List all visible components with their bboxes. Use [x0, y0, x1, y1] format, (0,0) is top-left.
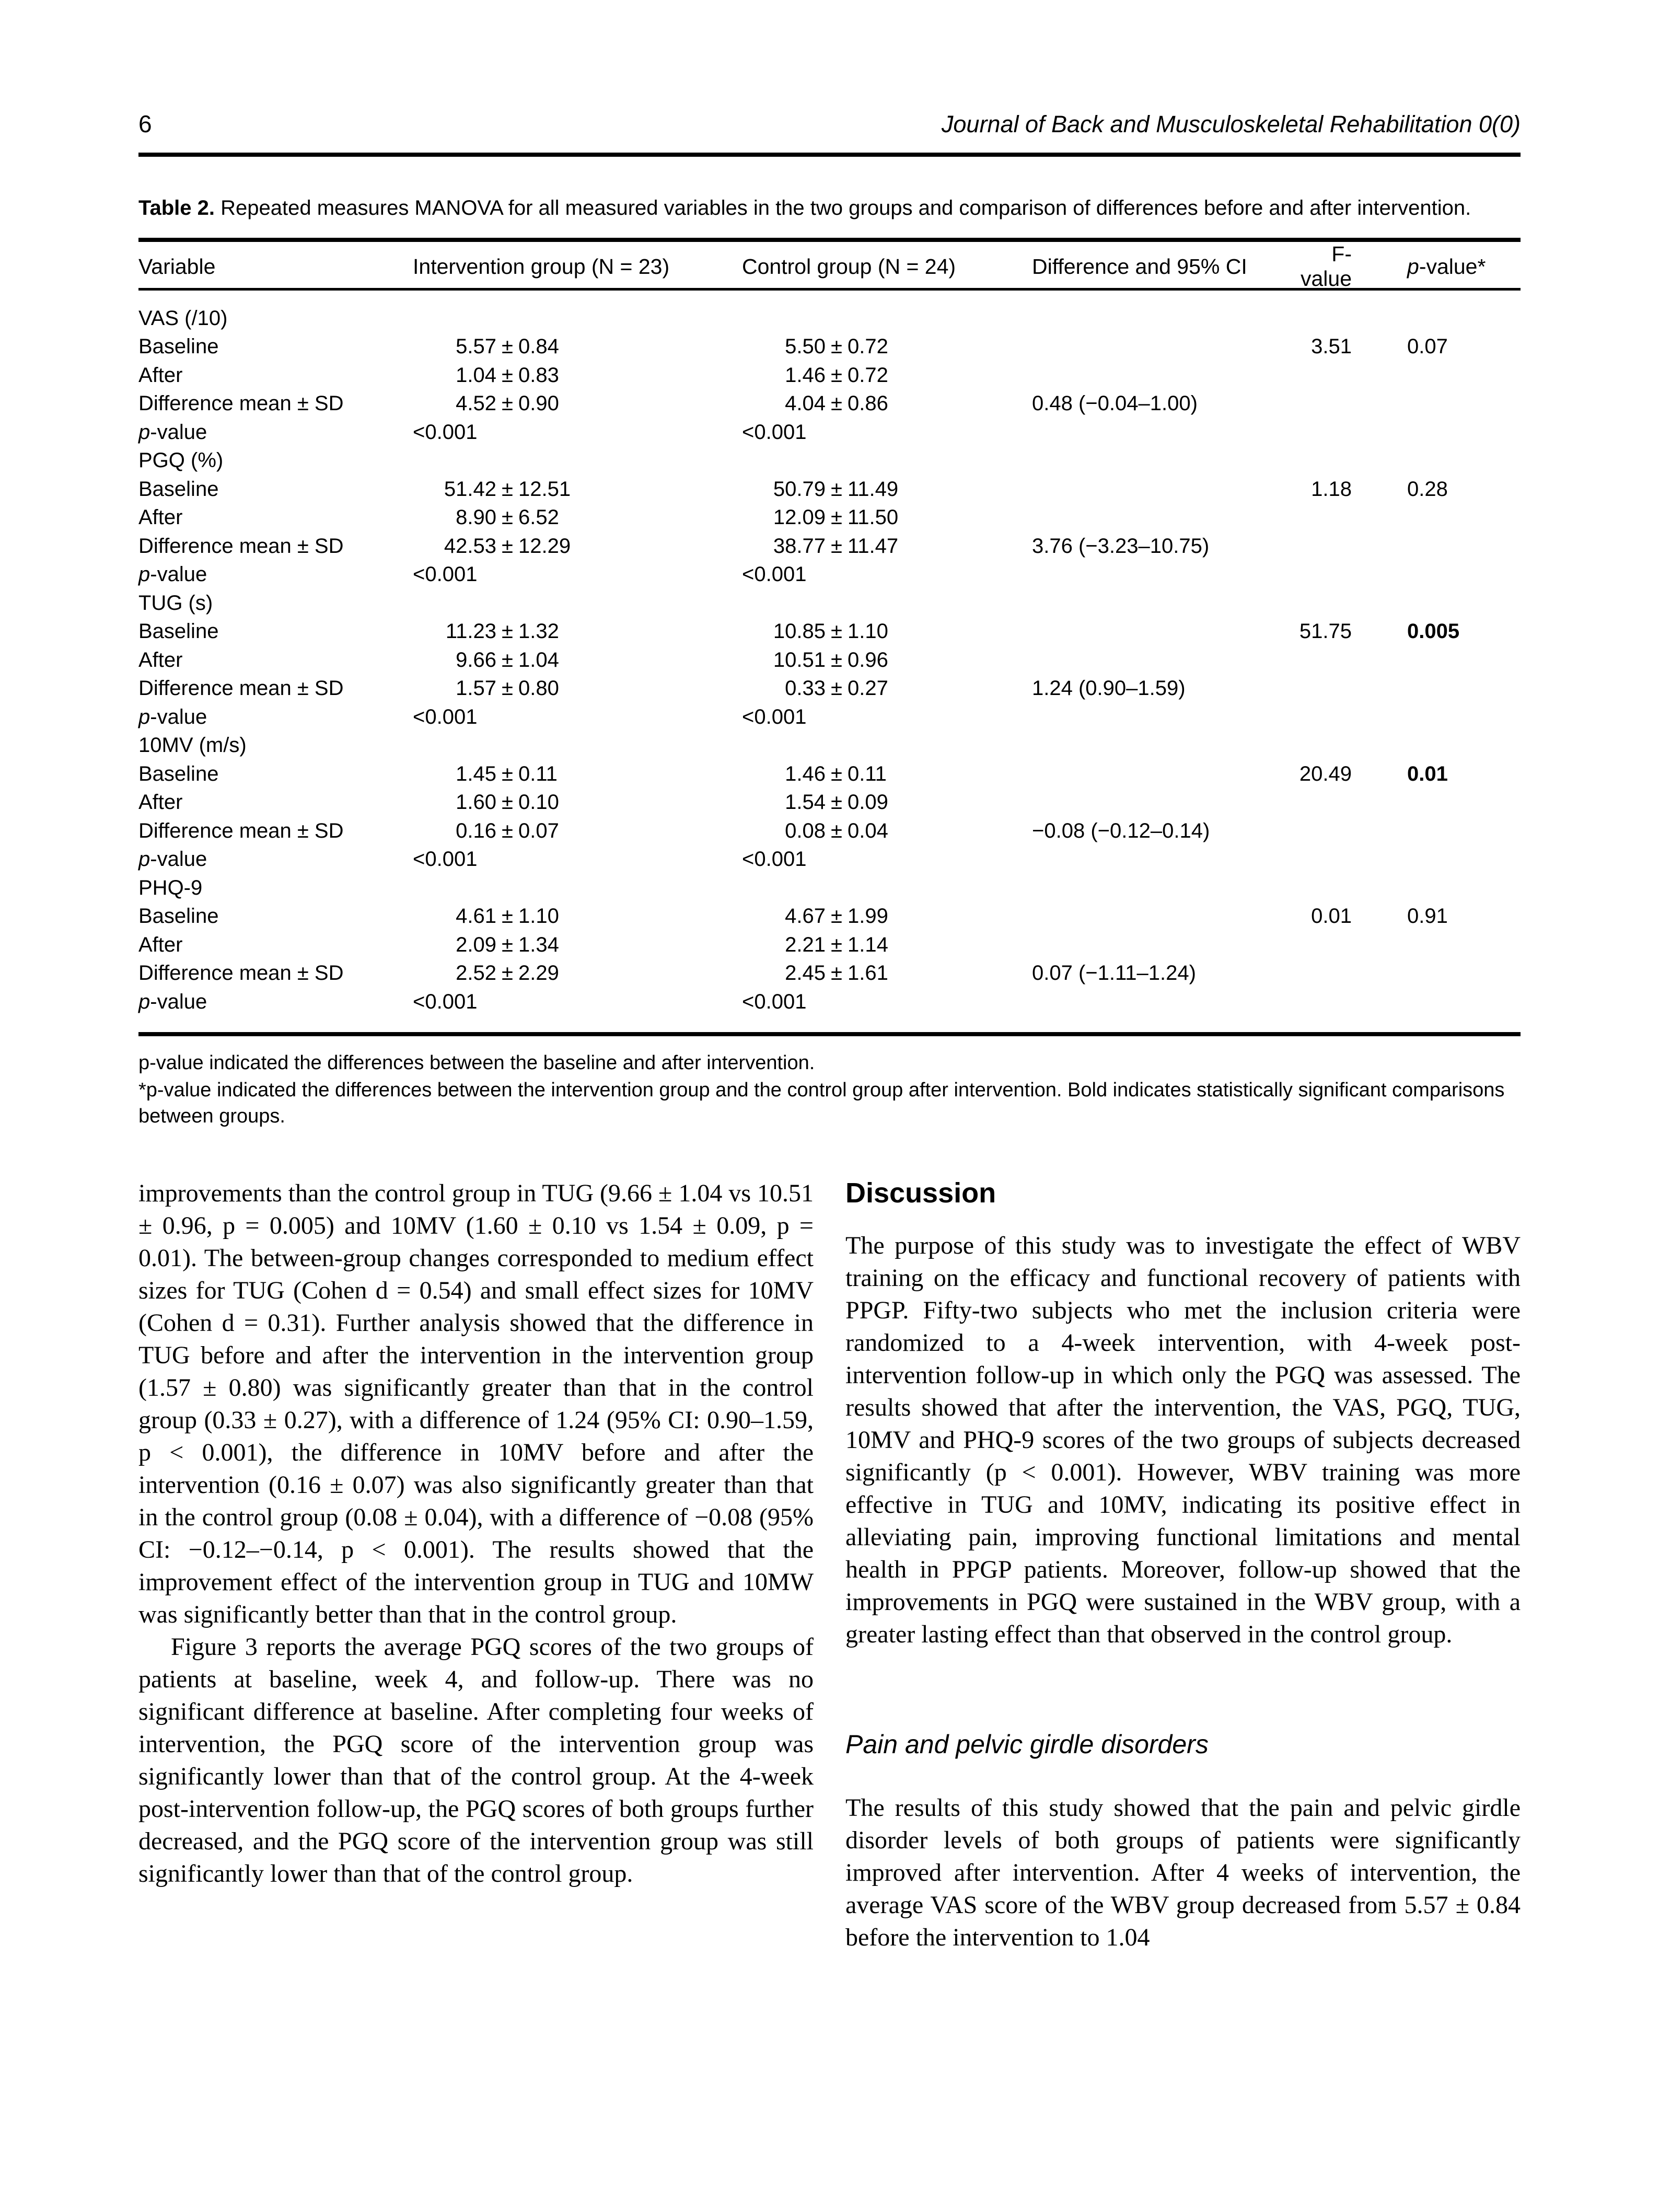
table-row: [138, 902, 1521, 931]
paragraph: improvements than the control group in TUG (9.66 ± 1.04 vs 10.51 ± 0.96, p = 0.005) and 10MV (1.60 ± 0.10 vs 1.54 ± 0.09, p = 0.01). The between-group changes corresponded to medium effect sizes for TUG (Cohen d = 0.54) and small effect sizes for 10MV (Cohen d = 0.31). Further analysis showed that the difference in TUG before and after the intervention in the intervention group (1.57 ± 0.80) was significantly greater than that in the control group (0.33 ± 0.27), with a difference of 1.24 (95% CI: 0.90–1.59, p < 0.001), the difference in 10MV before and after the intervention (0.16 ± 0.07) was also significantly greater than that in the control group (0.08 ± 0.04), with a difference of −0.08 (95% CI: −0.12–−0.14, p < 0.001). The results showed that the improvement effect of the intervention group in TUG and 10MW was significantly better than that in the control group.: [138, 1179, 814, 1628]
value-mean: 1.54: [785, 791, 826, 814]
cell-difference: 1.24 (0.90–1.59): [1032, 677, 1186, 700]
table-row: [138, 703, 1521, 732]
cell-variable: Baseline: [138, 335, 219, 358]
cell-intervention: [413, 962, 742, 985]
table-row: [138, 760, 1521, 789]
col-header-fvalue: F-value: [1300, 242, 1352, 291]
value-mean: 38.77: [773, 534, 826, 558]
value-sd: 12.51: [518, 477, 571, 501]
cell-variable: p-value: [138, 705, 207, 728]
plus-minus: ±: [502, 819, 513, 842]
cell-variable: p-value: [138, 848, 207, 871]
table-row: [138, 959, 1521, 988]
cell-control: [742, 791, 1032, 814]
cell-fvalue: 0.01: [1311, 905, 1352, 928]
cell-control: [742, 478, 1032, 501]
plus-minus: ±: [831, 762, 842, 785]
table-body: [138, 291, 1521, 1032]
value-sd: 1.10: [518, 905, 559, 928]
value-mean: 12.09: [773, 506, 826, 529]
cell-variable: Baseline: [138, 620, 219, 643]
plus-minus: ±: [502, 933, 513, 956]
cell-control: [742, 705, 1032, 729]
value-mean: 1.60: [456, 791, 496, 814]
cell-intervention: [413, 478, 742, 501]
value-sd: 11.47: [848, 534, 899, 558]
cell-control: [742, 563, 1032, 586]
cell-intervention: [413, 335, 742, 358]
cell-variable: After: [138, 506, 183, 529]
value-text: <0.001: [413, 563, 478, 586]
col-header-intervention: Intervention group (N = 23): [413, 254, 670, 279]
body-columns: [138, 1177, 1521, 1954]
value-sd: 0.84: [518, 335, 559, 358]
cell-variable: Difference mean ± SD: [138, 962, 344, 985]
paragraph: Figure 3 reports the average PGQ scores of the two groups of patients at baseline, week 4, and follow-up. There was no significant difference at baseline. After completing four weeks of intervention, the PGQ score of the intervention group was significantly lower than that of the control group. At the 4-week post-intervention follow-up, the PGQ scores of both groups further decreased, and the PGQ score of the intervention group was still significantly lower than that of the control group.: [138, 1632, 814, 1887]
table-row: [138, 504, 1521, 532]
value-sd: 0.11: [518, 762, 558, 785]
cell-variable: After: [138, 363, 183, 387]
plus-minus: ±: [831, 791, 842, 814]
value-text: <0.001: [742, 990, 807, 1013]
value-sd: 0.83: [518, 363, 559, 387]
table-row: [138, 618, 1521, 646]
cell-intervention: [413, 933, 742, 957]
value-mean: 2.21: [785, 933, 826, 956]
table-caption: [138, 193, 1521, 223]
value-sd: 0.09: [848, 791, 888, 814]
plus-minus: ±: [502, 534, 513, 558]
cell-control: [742, 335, 1032, 358]
table-row: [138, 475, 1521, 504]
value-mean: 5.50: [785, 335, 826, 358]
cell-variable: PHQ-9: [138, 876, 203, 899]
cell-variable: p-value: [138, 420, 207, 444]
cell-intervention: [413, 705, 742, 729]
cell-control: [742, 364, 1032, 387]
plus-minus: ±: [502, 477, 513, 501]
value-sd: 1.04: [518, 648, 559, 671]
value-text: <0.001: [413, 420, 478, 444]
table-row: [138, 675, 1521, 703]
cell-control: [742, 905, 1032, 928]
value-sd: 1.14: [848, 933, 888, 956]
cell-intervention: [413, 791, 742, 814]
cell-intervention: [413, 535, 742, 558]
table-bottom-rule: [138, 1032, 1521, 1036]
cell-intervention: [413, 762, 742, 786]
value-mean: 42.53: [444, 534, 496, 558]
cell-intervention: [413, 819, 742, 843]
cell-control: [742, 648, 1032, 672]
table-caption-text: Repeated measures MANOVA for all measured variables in the two groups and comparison of differences before and after intervention.: [214, 196, 1471, 219]
cell-control: [742, 962, 1032, 985]
cell-pvalue: 0.91: [1407, 905, 1448, 928]
cell-difference: 0.07 (−1.11–1.24): [1032, 962, 1196, 985]
table-row: [138, 988, 1521, 1016]
plus-minus: ±: [831, 506, 842, 529]
table-row: [138, 846, 1521, 874]
col-header-pvalue: p-value*: [1407, 254, 1486, 279]
plus-minus: ±: [502, 363, 513, 387]
value-text: <0.001: [742, 705, 807, 728]
paragraph: The results of this study showed that the pain and pelvic girdle disorder levels of both groups of patients were significantly improved after intervention. After 4 weeks of intervention, the average VAS score of the WBV group decreased from 5.57 ± 0.84 before the intervention to 1.04: [845, 1793, 1521, 1951]
cell-control: [742, 421, 1032, 444]
value-mean: 50.79: [773, 477, 826, 501]
table-row: [138, 931, 1521, 959]
plus-minus: ±: [502, 677, 513, 700]
value-mean: 0.16: [456, 819, 496, 842]
col-header-variable: Variable: [138, 254, 216, 279]
cell-fvalue: 51.75: [1299, 620, 1352, 643]
table-row: [138, 561, 1521, 589]
value-mean: 1.04: [456, 363, 496, 387]
cell-control: [742, 392, 1032, 415]
paragraph: The purpose of this study was to investigate the effect of WBV training on the efficacy and functional recovery of patients with PPGP. Fifty-two subjects who met the inclusion criteria were randomized to a 4-week intervention, with 4-week post-intervention follow-up in which only the PGQ was assessed. The results showed that after the intervention, the VAS, PGQ, TUG, 10MV and PHQ-9 scores of the two groups of subjects decreased significantly (p < 0.001). However, WBV training was more effective in TUG and 10MV, indicating its positive effect in alleviating pain, improving functional limitations and mental health in PPGP patients. Moreover, follow-up showed that the improvements in PGQ were sustained in the WBV group, with a greater lasting effect than that observed in the control group.: [845, 1231, 1521, 1648]
col-header-difference: Difference and 95% CI: [1032, 254, 1247, 279]
value-sd: 11.49: [848, 477, 899, 501]
value-sd: 1.99: [848, 905, 888, 928]
cell-intervention: [413, 848, 742, 871]
value-sd: 0.07: [518, 819, 559, 842]
value-mean: 51.42: [444, 477, 496, 501]
cell-intervention: [413, 421, 742, 444]
cell-variable: PGQ (%): [138, 449, 224, 472]
value-mean: 4.61: [456, 905, 496, 928]
table-row: [138, 789, 1521, 817]
cell-variable: Baseline: [138, 905, 219, 928]
plus-minus: ±: [831, 819, 842, 842]
cell-variable: After: [138, 791, 183, 814]
footnote-text: p-value indicated the differences between the baseline and after intervention.: [138, 1051, 815, 1074]
cell-control: [742, 677, 1032, 700]
header-rule: [138, 153, 1521, 157]
cell-intervention: [413, 392, 742, 415]
subsection-heading: Pain and pelvic girdle disorders: [845, 1729, 1209, 1759]
table-section-row: [138, 589, 1521, 618]
value-sd: 1.10: [848, 620, 888, 643]
value-sd: 1.32: [518, 620, 559, 643]
cell-variable: After: [138, 648, 183, 671]
cell-fvalue: 20.49: [1299, 762, 1352, 785]
discussion-paragraphs: [845, 1230, 1521, 1651]
plus-minus: ±: [831, 905, 842, 928]
cell-variable: Baseline: [138, 762, 219, 785]
plus-minus: ±: [502, 335, 513, 358]
results-table: [138, 238, 1521, 1036]
cell-intervention: [413, 677, 742, 700]
plus-minus: ±: [831, 534, 842, 558]
discussion-heading: Discussion: [845, 1177, 996, 1209]
value-sd: 1.61: [848, 962, 888, 985]
table-footnotes: [138, 1050, 1521, 1129]
value-mean: 10.85: [773, 620, 826, 643]
cell-pvalue: 0.01: [1407, 762, 1448, 785]
value-mean: 5.57: [456, 335, 496, 358]
table-row: [138, 390, 1521, 419]
cell-intervention: [413, 364, 742, 387]
plus-minus: ±: [502, 762, 513, 785]
cell-difference: −0.08 (−0.12–0.14): [1032, 819, 1210, 842]
page-number: 6: [138, 110, 152, 137]
left-column: [138, 1177, 814, 1954]
cell-variable: p-value: [138, 563, 207, 586]
footnote-text: p-value indicated the differences between the intervention group and the control group after intervention. Bold indicates statistically significant comparisons between groups.: [138, 1079, 1505, 1127]
cell-control: [742, 506, 1032, 529]
footnote: [138, 1077, 1521, 1129]
value-text: <0.001: [413, 705, 478, 728]
value-sd: 0.10: [518, 791, 559, 814]
value-sd: 0.04: [848, 819, 888, 842]
value-sd: 12.29: [518, 534, 571, 558]
value-text: <0.001: [413, 848, 478, 871]
value-sd: 0.72: [848, 335, 888, 358]
cell-difference: 0.48 (−0.04–1.00): [1032, 392, 1198, 415]
cell-intervention: [413, 563, 742, 586]
table-section-row: [138, 447, 1521, 476]
value-sd: 0.11: [848, 762, 887, 785]
value-sd: 0.86: [848, 392, 888, 415]
cell-intervention: [413, 620, 742, 643]
cell-variable: After: [138, 933, 183, 956]
cell-variable: TUG (s): [138, 591, 213, 615]
cell-control: [742, 848, 1032, 871]
value-mean: 8.90: [456, 506, 496, 529]
value-sd: 1.34: [518, 933, 559, 956]
value-mean: 10.51: [773, 648, 826, 671]
cell-fvalue: 1.18: [1311, 477, 1352, 501]
cell-intervention: [413, 648, 742, 672]
cell-variable: Difference mean ± SD: [138, 819, 344, 842]
journal-title: Journal of Back and Musculoskeletal Rehabilitation 0(0): [941, 111, 1521, 137]
value-mean: 0.33: [785, 677, 826, 700]
plus-minus: ±: [502, 962, 513, 985]
cell-control: [742, 933, 1032, 957]
value-mean: 9.66: [456, 648, 496, 671]
value-sd: 11.50: [848, 506, 899, 529]
plus-minus: ±: [502, 620, 513, 643]
value-mean: 1.45: [456, 762, 496, 785]
value-text: <0.001: [742, 420, 807, 444]
value-sd: 0.80: [518, 677, 559, 700]
value-sd: 0.96: [848, 648, 888, 671]
value-sd: 0.72: [848, 363, 888, 387]
plus-minus: ±: [502, 648, 513, 671]
footnote: [138, 1050, 1521, 1076]
table-row: [138, 532, 1521, 561]
table-caption-label: Table 2.: [138, 196, 215, 219]
value-mean: 4.04: [785, 392, 826, 415]
plus-minus: ±: [502, 506, 513, 529]
plus-minus: ±: [502, 392, 513, 415]
table-row: [138, 361, 1521, 390]
cell-variable: 10MV (m/s): [138, 734, 247, 757]
cell-intervention: [413, 506, 742, 529]
plus-minus: ±: [831, 392, 842, 415]
plus-minus: ±: [831, 933, 842, 956]
value-sd: 6.52: [518, 506, 559, 529]
cell-difference: 3.76 (−3.23–10.75): [1032, 534, 1210, 558]
subsection-paragraphs: [845, 1792, 1521, 1954]
plus-minus: ±: [502, 791, 513, 814]
footnote-marker: *: [138, 1079, 146, 1101]
plus-minus: ±: [831, 363, 842, 387]
col-header-control: Control group (N = 24): [742, 254, 956, 279]
cell-variable: Difference mean ± SD: [138, 534, 344, 558]
value-mean: 0.08: [785, 819, 826, 842]
cell-pvalue: 0.28: [1407, 477, 1448, 501]
value-mean: 2.45: [785, 962, 826, 985]
value-mean: 2.52: [456, 962, 496, 985]
value-mean: 2.09: [456, 933, 496, 956]
value-mean: 1.57: [456, 677, 496, 700]
cell-control: [742, 535, 1032, 558]
table-header-row: [138, 242, 1521, 291]
table-row: [138, 333, 1521, 362]
plus-minus: ±: [502, 905, 513, 928]
cell-control: [742, 620, 1032, 643]
plus-minus: ±: [831, 962, 842, 985]
value-mean: 11.23: [445, 620, 496, 643]
cell-variable: VAS (/10): [138, 306, 228, 330]
right-column: [845, 1177, 1521, 1954]
cell-pvalue: 0.005: [1407, 620, 1460, 643]
value-mean: 1.46: [785, 762, 826, 785]
table-top-rule: [138, 238, 1521, 242]
table-row: [138, 418, 1521, 447]
value-sd: 2.29: [518, 962, 559, 985]
cell-control: [742, 990, 1032, 1014]
cell-variable: Difference mean ± SD: [138, 392, 344, 415]
value-text: <0.001: [413, 990, 478, 1013]
value-mean: 4.52: [456, 392, 496, 415]
cell-variable: Difference mean ± SD: [138, 677, 344, 700]
table-row: [138, 817, 1521, 846]
plus-minus: ±: [831, 648, 842, 671]
plus-minus: ±: [831, 620, 842, 643]
plus-minus: ±: [831, 335, 842, 358]
running-head: [138, 110, 1521, 137]
plus-minus: ±: [831, 677, 842, 700]
value-sd: 0.90: [518, 392, 559, 415]
value-text: <0.001: [742, 848, 807, 871]
value-mean: 4.67: [785, 905, 826, 928]
cell-variable: Baseline: [138, 477, 219, 501]
cell-pvalue: 0.07: [1407, 335, 1448, 358]
cell-fvalue: 3.51: [1311, 335, 1352, 358]
cell-variable: p-value: [138, 990, 207, 1013]
plus-minus: ±: [831, 477, 842, 501]
cell-control: [742, 819, 1032, 843]
table-section-row: [138, 874, 1521, 902]
value-sd: 0.27: [848, 677, 888, 700]
cell-intervention: [413, 905, 742, 928]
table-section-row: [138, 304, 1521, 333]
value-mean: 1.46: [785, 363, 826, 387]
cell-control: [742, 762, 1032, 786]
cell-intervention: [413, 990, 742, 1014]
value-text: <0.001: [742, 563, 807, 586]
table-section-row: [138, 732, 1521, 760]
table-row: [138, 646, 1521, 675]
